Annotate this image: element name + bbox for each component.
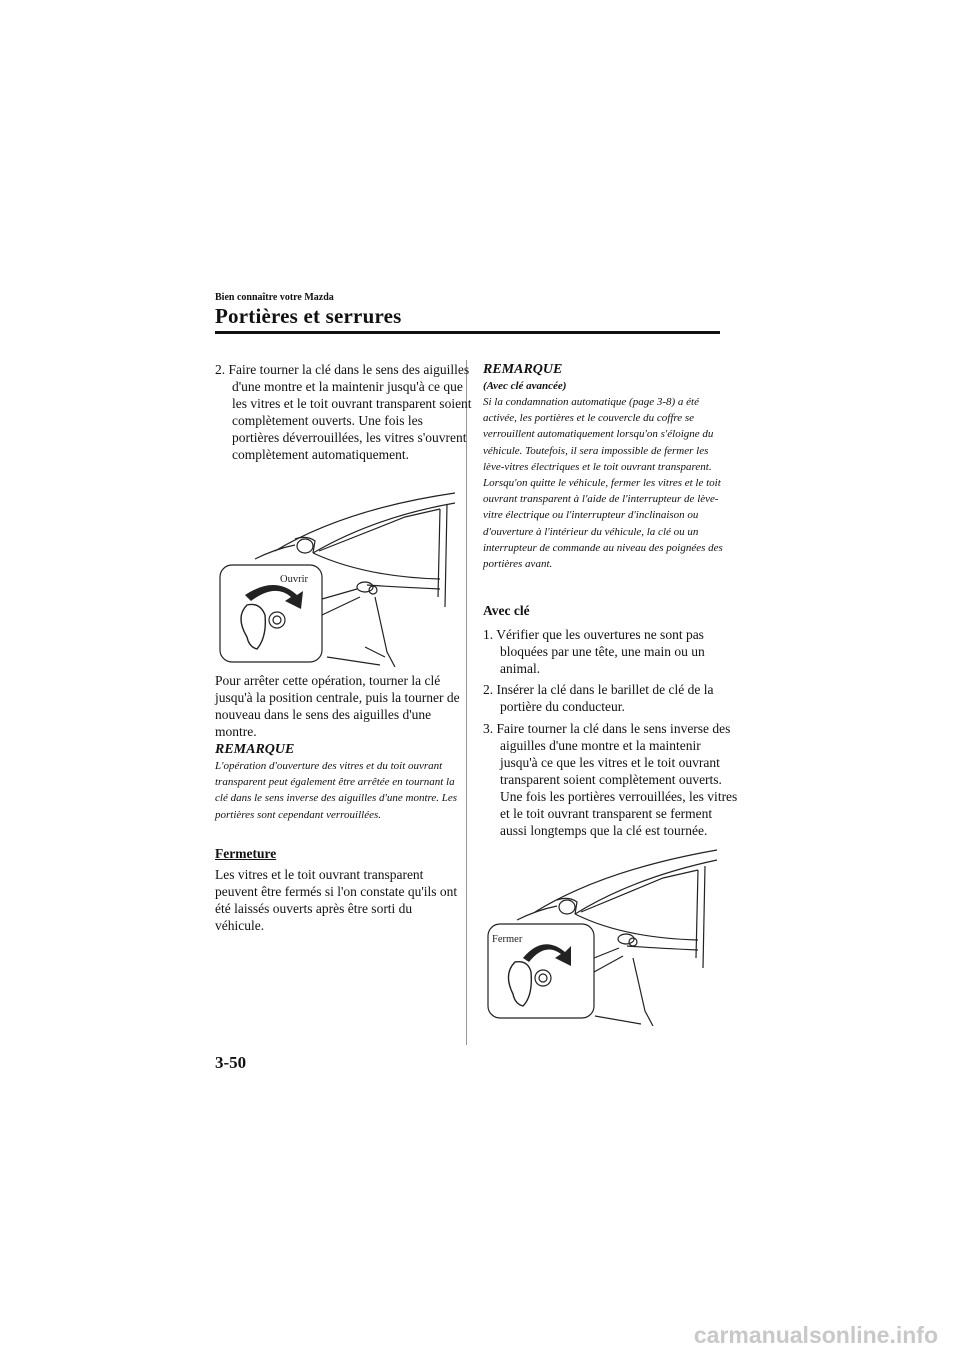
close-key-illustration: [483, 846, 723, 1026]
right-note-subtitle: (Avec clé avancée): [483, 380, 567, 392]
stop-instruction: Pour arrêter cette opération, tourner la clé jusqu'à la position centrale, puis la tourner de nouveau dans le sens des aiguilles d'une montre.: [215, 673, 460, 739]
right-step-3: 3. Faire tourner la clé dans le sens inverse des aiguilles d'une montre et la maintenir jusqu'à ce que les vitres et le toit ouvrant transparent soient complètement ouverts. Une fois les portières verrouillées, les vitres et le toit ouvrant transparent se ferment aussi longtemps que la clé est tournée.: [483, 721, 738, 838]
open-label: Ouvrir: [280, 574, 308, 585]
left-note-title: REMARQUE: [215, 742, 295, 757]
watermark: carmanualsonline.info: [693, 1322, 938, 1348]
fermeture-text: Les vitres et le toit ouvrant transparent peuvent être fermés si l'on constate qu'ils ont été laissés ouverts après être sorti du véhicule.: [215, 867, 458, 933]
header-rule: [215, 331, 720, 334]
right-step-1: 1. Vérifier que les ouvertures ne sont pas bloquées par une tête, une main ou un animal.: [483, 627, 705, 676]
right-step-2: 2. Insérer la clé dans le barillet de clé de la portière du conducteur.: [483, 682, 714, 714]
avec-cle-heading: Avec clé: [483, 603, 530, 618]
right-note-text: Si la condamnation automatique (page 3-8) a été activée, les portières et le couvercle du coffre se verrouillent automatiquement lorsqu'on s'éloigne du véhicule. Toutefois, il sera impossible de fermer les lève-vitres électriques et le toit ouvrant transparent. Lorsqu'on quitte le véhicule, fermer les vitres et le toit ouvrant transparent à l'aide de l'interrupteur de lève-vitre électrique ou l'interrupteur d'inclinaison ou d'ouverture à l'intérieur du véhicule, la clé ou un interrupteur de commande au niveau des poignées des portières avant.: [483, 396, 723, 571]
close-label: Fermer: [492, 934, 523, 945]
page-number: 3-50: [215, 1053, 247, 1072]
page-title: Portières et serrures: [215, 304, 402, 328]
right-note-title: REMARQUE: [483, 362, 563, 377]
open-key-illustration: [215, 487, 460, 667]
left-note-text: L'opération d'ouverture des vitres et du toit ouvrant transparent peut également être arrêtée en tournant la clé dans le sens inverse des aiguilles d'une montre. Les portières sont cependant verrouillées.: [215, 760, 458, 821]
section-name: Bien connaître votre Mazda: [215, 292, 334, 303]
left-step-2: 2. Faire tourner la clé dans le sens des aiguilles d'une montre et la maintenir jusqu'à ce que les vitres et le toit ouvrant transparent soient complètement ouverts. Une fois les portières déverrouillées, les vitres s'ouvrent complètement automatiquement.: [215, 362, 472, 462]
fermeture-heading: Fermeture: [215, 846, 277, 861]
